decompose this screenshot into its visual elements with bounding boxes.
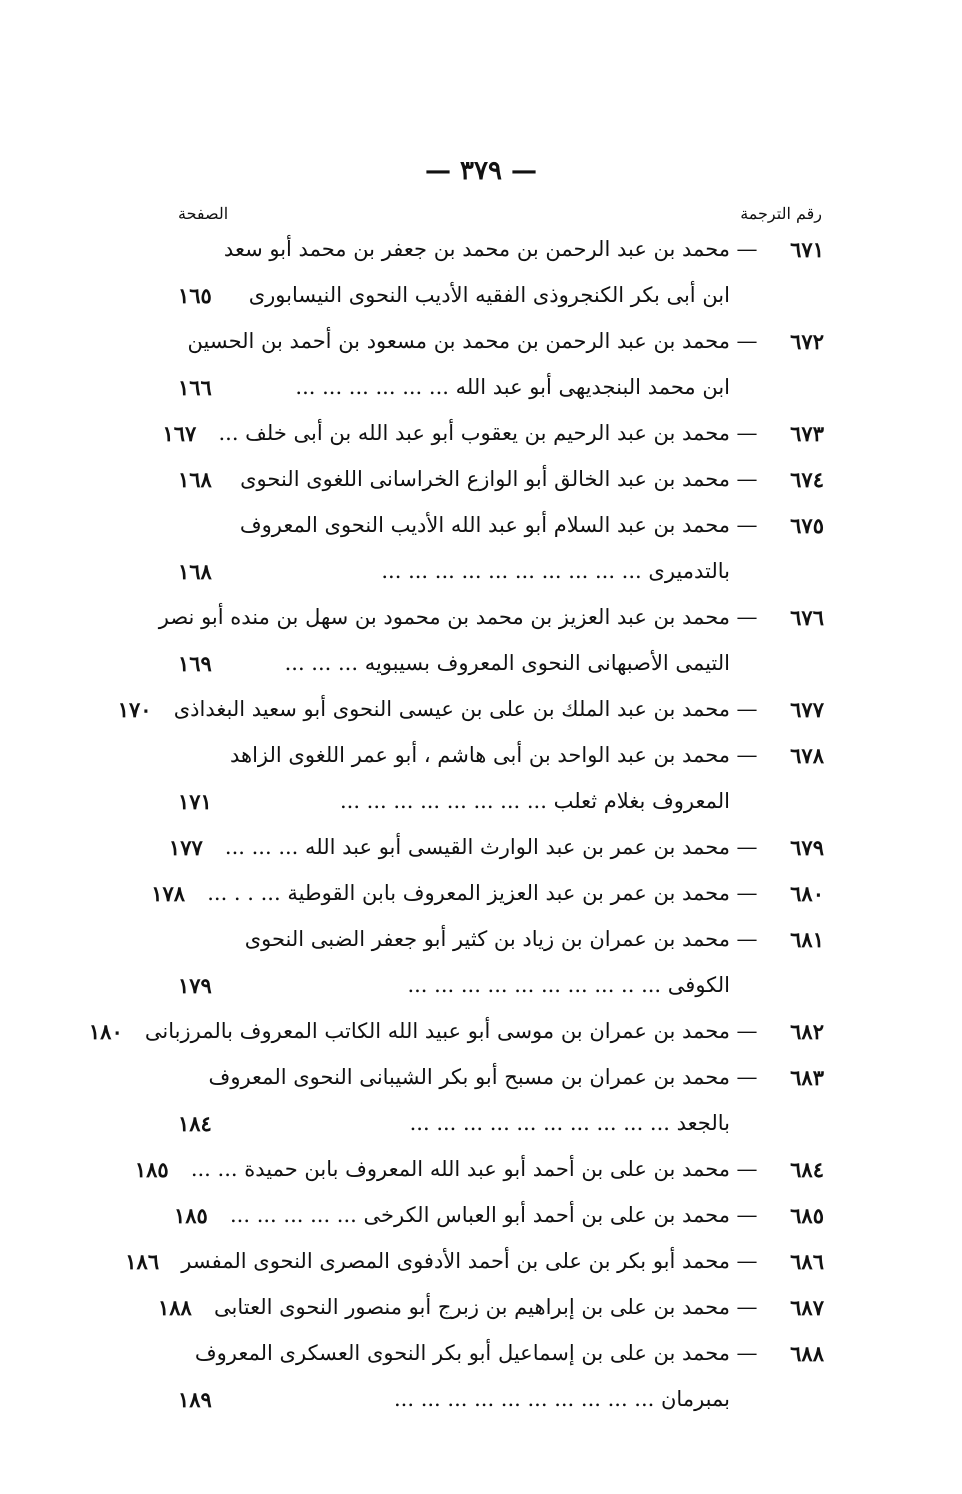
toc-entry-line (125, 1238, 824, 1284)
toc-entry-line (178, 1330, 824, 1376)
entry-title: محمد بن عمران بن زياد بن كثير أبو جعفر الضبى النحوى (244, 927, 730, 951)
entry-number: ٦٧٢ (790, 328, 824, 354)
entry-number: ٦٧٥ (790, 512, 824, 538)
entry-dash: — (736, 1065, 758, 1089)
toc-entry-line (178, 364, 824, 410)
table-of-contents (88, 226, 824, 1422)
entry-page-number: ١٨٥ (174, 1202, 208, 1228)
toc-entry-line (178, 732, 824, 778)
entry-title: محمد بن عبد الخالق أبو الوازع الخراسانى اللغوى النحوى (240, 467, 730, 491)
entry-title: بمبرمان ... ... ... ... ... ... ... ... ... ... (394, 1387, 730, 1411)
entry-dash: — (736, 1249, 758, 1273)
entry-number: ٦٨٧ (790, 1294, 824, 1320)
entry-dash: — (736, 881, 758, 905)
toc-entry-line (178, 226, 824, 272)
entry-title: محمد بن عمران بن موسى أبو عبيد الله الكاتب المعروف بالمرزبانى (144, 1019, 730, 1043)
entry-page-number: ١٨٠ (88, 1018, 123, 1044)
entry-dash: — (736, 835, 758, 859)
entry-title: محمد بن على بن أحمد أبو عبد الله المعروف بابن حميدة ... ... (190, 1157, 730, 1181)
entry-dash: — (736, 1203, 758, 1227)
entry-number: ٦٨٥ (790, 1202, 824, 1228)
entry-page-number: ١٧٨ (151, 880, 186, 906)
toc-entry-line (88, 1008, 824, 1054)
entry-number: ٦٧٩ (790, 834, 824, 860)
toc-entry-line (134, 1146, 824, 1192)
toc-entry-line (178, 502, 824, 548)
entry-title: محمد بن عبد الملك بن على بن عيسى النحوى أبو سعيد البغداذى (173, 697, 730, 721)
entry-dash: — (736, 697, 758, 721)
toc-entry-line (178, 1376, 824, 1422)
entry-number: ٦٨٢ (790, 1018, 824, 1044)
entry-title: محمد بن عبد السلام أبو عبد الله الأديب النحوى المعروف (239, 513, 730, 537)
entry-page-number: ١٧٩ (178, 972, 212, 998)
entry-title: بالتدميرى ... ... ... ... ... ... ... ... ... ... (381, 559, 730, 583)
entry-title: محمد بن عبد الرحمن بن محمد بن مسعود بن أحمد بن الحسين (187, 329, 730, 353)
entry-number-column-header: رقم الترجمة (740, 204, 822, 223)
entry-page-number: ١٦٨ (178, 558, 212, 584)
entry-dash: — (736, 237, 758, 261)
entry-dash: — (736, 1295, 758, 1319)
entry-number: ٦٧١ (790, 236, 824, 262)
entry-number: ٦٧٣ (790, 420, 824, 446)
toc-entry-line (174, 1192, 824, 1238)
entry-page-number: ١٦٧ (162, 420, 197, 446)
toc-entry-line (178, 1100, 824, 1146)
toc-entry-line (168, 824, 824, 870)
toc-entry-line (158, 1284, 824, 1330)
entry-dash: — (736, 1341, 758, 1365)
entry-title: بالجعد ... ... ... ... ... ... ... ... ... ... (409, 1111, 730, 1135)
entry-title: المعروف بغلام ثعلب ... ... ... ... ... ... ... ... (339, 789, 730, 813)
toc-entry-line (158, 594, 824, 640)
entry-number: ٦٨٤ (790, 1156, 824, 1182)
entry-number: ٦٧٨ (790, 742, 824, 768)
entry-page-number: ١٨٤ (178, 1110, 212, 1136)
toc-entry-line (178, 548, 824, 594)
entry-page-number: ١٦٩ (178, 650, 212, 676)
entry-title: محمد بن على بن إبراهيم بن زبرج أبو منصور النحوى العتابى (214, 1295, 730, 1319)
entry-title: التيمى الأصبهانى النحوى المعروف بسيبويه ... ... ... (284, 651, 730, 675)
toc-entry-line (117, 686, 824, 732)
entry-title: محمد بن عبد الرحمن بن محمد بن جعفر بن محمد أبو سعد (223, 237, 730, 261)
entry-page-number: ١٨٩ (178, 1386, 212, 1412)
entry-title: ابن محمد البنجديهى أبو عبد الله ... ... ... ... ... ... (295, 375, 730, 399)
entry-title: ابن أبى بكر الكنجروذى الفقيه الأديب النحوى النيسابورى (248, 283, 730, 307)
entry-dash: — (736, 927, 758, 951)
entry-title: محمد بن عبد العزيز بن محمد بن محمود بن سهل بن منده أبو نصر (158, 605, 730, 629)
entry-number: ٦٨٦ (790, 1248, 824, 1274)
entry-number: ٦٨١ (790, 926, 824, 952)
toc-entry-line (178, 640, 824, 686)
entry-dash: — (736, 1157, 758, 1181)
entry-dash: — (736, 513, 758, 537)
entry-number: ٦٧٦ (790, 604, 824, 630)
entry-title: محمد بن عمران بن مسبح أبو بكر الشيبانى النحوى المعروف (208, 1065, 730, 1089)
entry-number: ٦٨٣ (790, 1064, 824, 1090)
entry-page-number: ١٨٦ (125, 1248, 160, 1274)
entry-dash: — (736, 1019, 758, 1043)
toc-entry-line (178, 1054, 824, 1100)
entry-dash: — (736, 467, 758, 491)
entry-page-number: ١٧٧ (168, 834, 203, 860)
entry-page-number: ١٨٥ (134, 1156, 169, 1182)
entry-page-number: ١٨٨ (158, 1294, 192, 1320)
page-number: — ٣٧٩ — (424, 156, 538, 186)
toc-entry-line (178, 318, 824, 364)
entry-title: محمد بن على بن أحمد أبو العباس الكرخى ... ... ... ... ... (230, 1203, 730, 1227)
entry-title: محمد أبو بكر بن على بن أحمد الأدفوى المصرى النحوى المفسر (181, 1249, 730, 1273)
toc-entry-line (178, 916, 824, 962)
toc-entry-line (178, 962, 824, 1008)
entry-page-number: ١٧١ (178, 788, 212, 814)
entry-page-number: ١٧٠ (117, 696, 152, 722)
toc-entry-line (178, 778, 824, 824)
entry-title: محمد بن عمر بن عبد الوارث القيسى أبو عبد الله ... ... ... (224, 835, 730, 859)
entry-dash: — (736, 329, 758, 353)
entry-dash: — (736, 421, 758, 445)
entry-title: محمد بن على بن إسماعيل أبو بكر النحوى العسكرى المعروف (194, 1341, 730, 1365)
entry-page-number: ١٦٦ (178, 374, 212, 400)
entry-title: محمد بن عبد الواحد بن أبى هاشم ، أبو عمر اللغوى الزاهد (229, 743, 730, 767)
toc-entry-line (151, 870, 824, 916)
entry-page-number: ١٦٥ (178, 282, 212, 308)
entry-title: الكوفى ... .. ... ... ... ... ... ... ... ... (407, 973, 730, 997)
entry-title: محمد بن عمر بن عبد العزيز المعروف بابن القوطية ... . . ... (207, 881, 730, 905)
entry-dash: — (736, 743, 758, 767)
entry-page-number: ١٦٨ (178, 466, 212, 492)
toc-entry-line (162, 410, 824, 456)
page-column-header: الصفحة (178, 204, 229, 223)
entry-title: محمد بن عبد الرحيم بن يعقوب أبو عبد الله بن أبى خلف ... (218, 421, 730, 445)
entry-number: ٦٧٤ (790, 466, 824, 492)
entry-number: ٦٧٧ (790, 696, 824, 722)
entry-number: ٦٨٨ (790, 1340, 824, 1366)
entry-dash: — (736, 605, 758, 629)
toc-entry-line (178, 272, 824, 318)
entry-number: ٦٨٠ (790, 880, 824, 906)
toc-entry-line (178, 456, 824, 502)
